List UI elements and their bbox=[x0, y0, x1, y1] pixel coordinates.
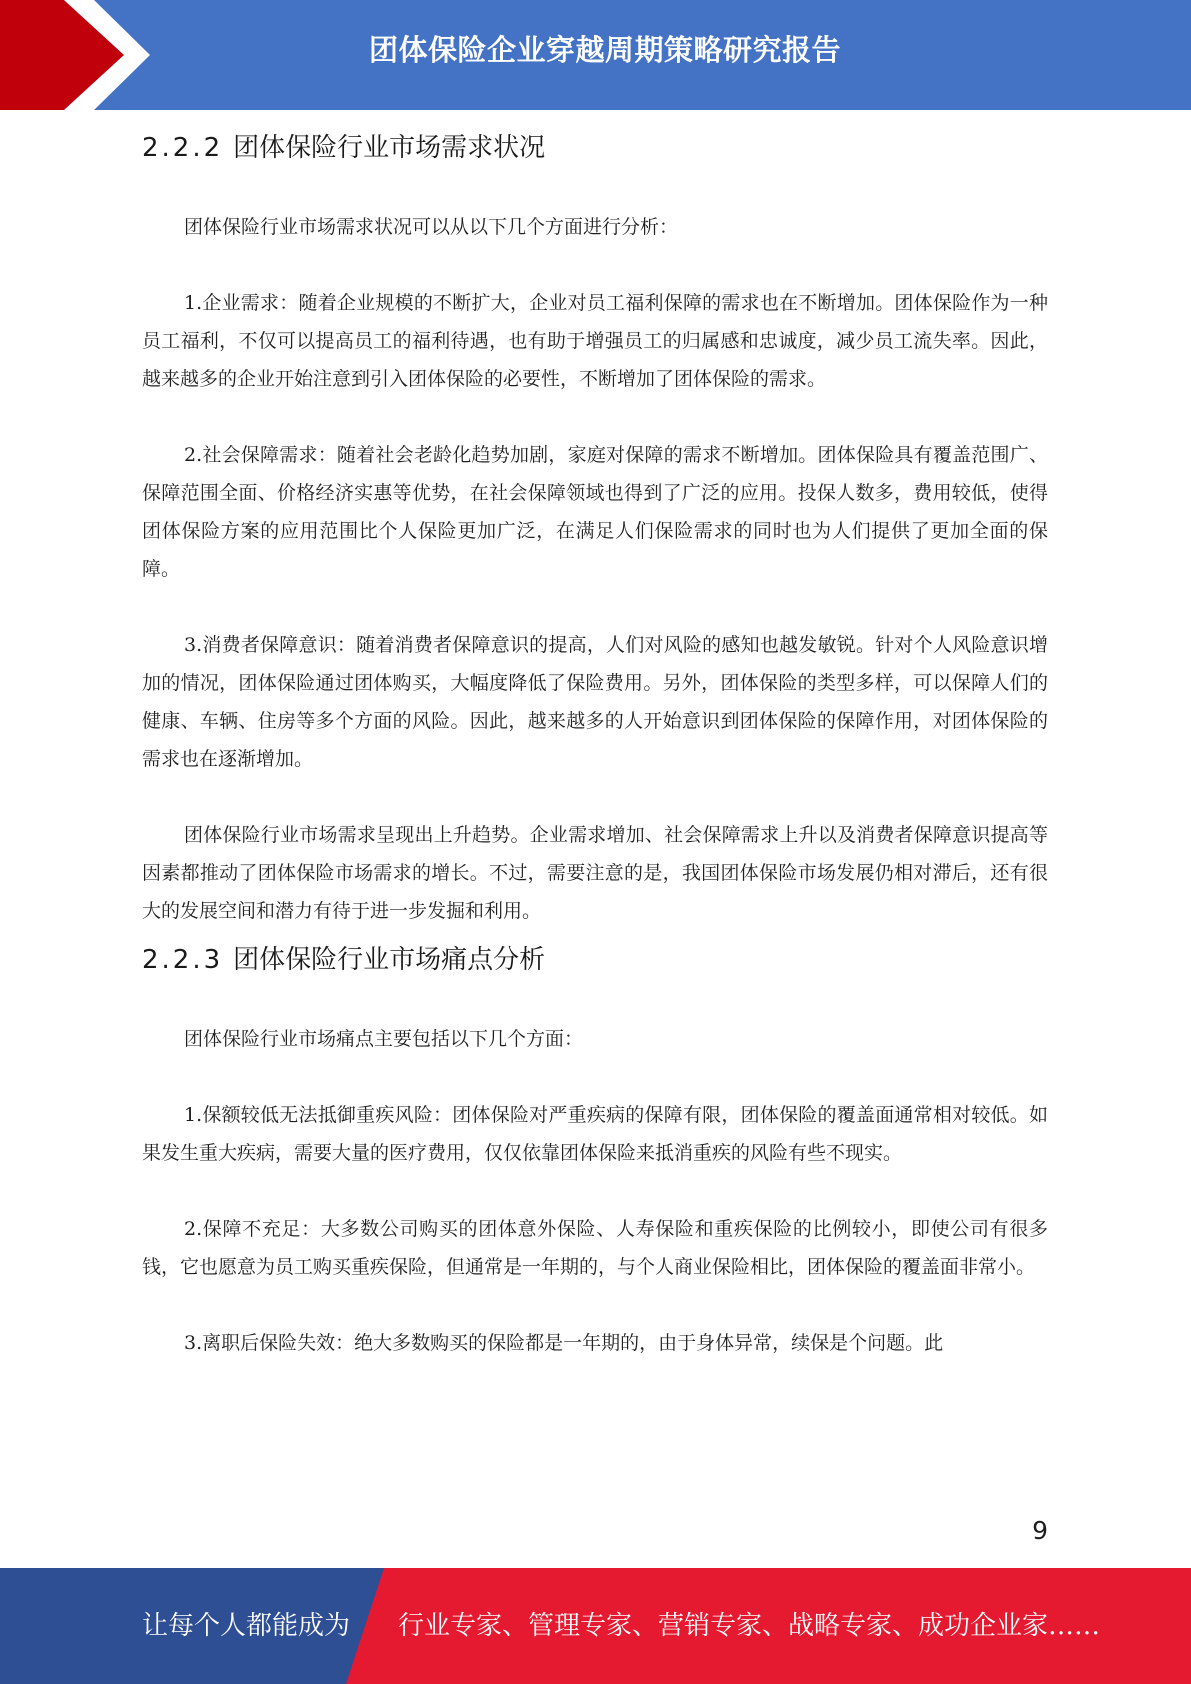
paragraph: 团体保险行业市场痛点主要包括以下几个方面： bbox=[184, 1028, 584, 1050]
section-heading bbox=[142, 930, 1048, 990]
paragraph: 1.企业需求：随着企业规模的不断扩大，企业对员工福利保障的需求也在不断增加。团体保险作为一种员工福利，不仅可以提高员工的福利待遇，也有助于增强员工的归属感和忠诚度，减少员工流失率。因此，越来越多的企业开始注意到引入团体保险的必要性，不断增加了团体保险的需求。 bbox=[142, 292, 1048, 390]
paragraph: 3.消费者保障意识：随着消费者保障意识的提高，人们对风险的感知也越发敏锐。针对个人风险意识增加的情况，团体保险通过团体购买，大幅度降低了保险费用。另外，团体保险的类型多样，可以保障人们的健康、车辆、住房等多个方面的风险。因此，越来越多的人开始意识到团体保险的保障作用，对团体保险的需求也在逐渐增加。 bbox=[142, 634, 1048, 770]
paragraph: 2.保障不充足：大多数公司购买的团体意外保险、人寿保险和重疾保险的比例较小，即使公司有很多钱，它也愿意为员工购买重疾保险，但通常是一年期的，与个人商业保险相比，团体保险的覆盖面非常小。 bbox=[142, 1218, 1048, 1278]
paragraph: 2.社会保障需求：随着社会老龄化趋势加剧，家庭对保障的需求不断增加。团体保险具有覆盖范围广、保障范围全面、价格经济实惠等优势，在社会保障领域也得到了广泛的应用。投保人数多，费用较低，使得团体保险方案的应用范围比个人保险更加广泛，在满足人们保险需求的同时也为人们提供了更加全面的保障。 bbox=[142, 444, 1048, 580]
footer-slogan-right: 行业专家、管理专家、营销专家、战略专家、成功企业家…… bbox=[398, 1611, 1101, 1641]
report-title: 团体保险企业穿越周期策略研究报告 bbox=[368, 33, 841, 67]
paragraph: 1.保额较低无法抵御重疾风险：团体保险对严重疾病的保障有限，团体保险的覆盖面通常相对较低。如果发生重大疾病，需要大量的医疗费用，仅仅依靠团体保险来抵消重疾的风险有些不现实。 bbox=[142, 1104, 1048, 1164]
page-number: 9 bbox=[1032, 1516, 1048, 1545]
section-title: 团体保险行业市场需求状况 bbox=[233, 133, 546, 163]
footer-slogan-left: 让每个人都能成为 bbox=[142, 1611, 351, 1641]
section-number: 2.2.2 bbox=[142, 133, 224, 163]
paragraph: 团体保险行业市场需求呈现出上升趋势。企业需求增加、社会保障需求上升以及消费者保障意识提高等因素都推动了团体保险市场需求的增长。不过，需要注意的是，我国团体保险市场发展仍相对滞后，还有很大的发展空间和潜力有待于进一步发掘和利用。 bbox=[142, 824, 1048, 922]
section-number: 2.2.3 bbox=[142, 945, 224, 975]
page-footer bbox=[0, 1568, 1191, 1684]
section-heading bbox=[142, 118, 1048, 178]
page-header bbox=[0, 0, 1191, 110]
section-title: 团体保险行业市场痛点分析 bbox=[233, 945, 546, 975]
paragraph: 团体保险行业市场需求状况可以从以下几个方面进行分析： bbox=[184, 216, 679, 238]
page-content bbox=[142, 118, 1048, 1362]
paragraph: 3.离职后保险失效：绝大多数购买的保险都是一年期的，由于身体异常，续保是个问题。此 bbox=[184, 1332, 944, 1354]
